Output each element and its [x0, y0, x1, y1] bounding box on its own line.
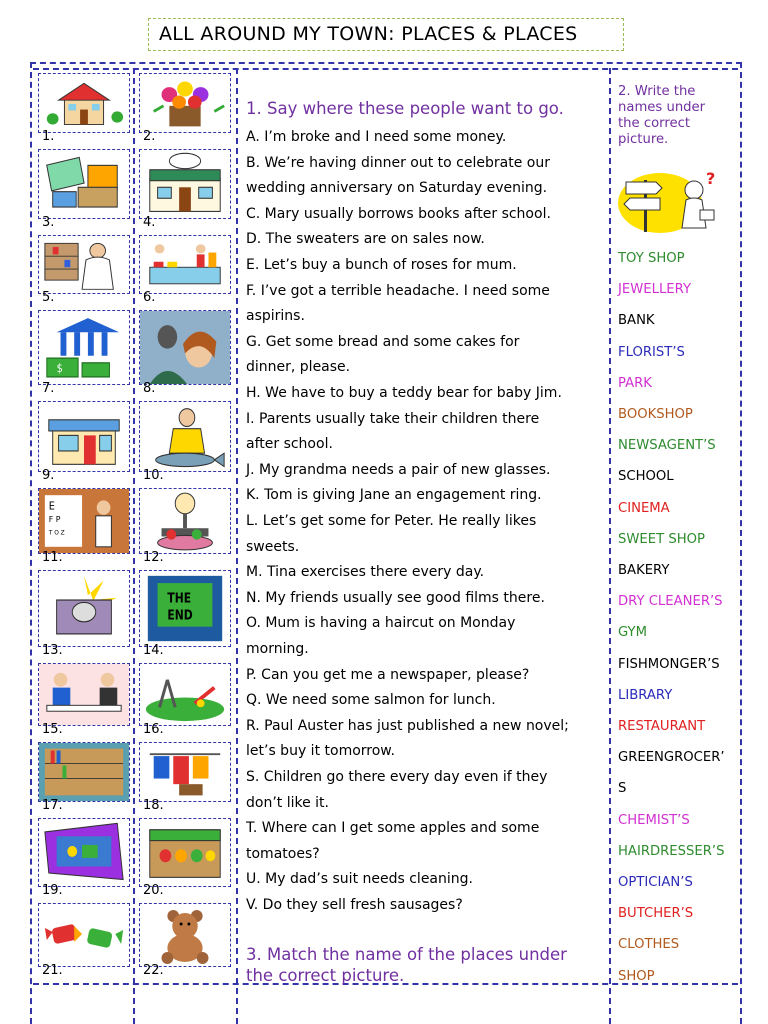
sentence-line: U. My dad’s suit needs cleaning. — [246, 871, 473, 888]
picture-cell — [34, 900, 134, 980]
sentence-line: D. The sweaters are on sales now. — [246, 231, 485, 248]
picture-cell — [34, 307, 134, 398]
picture-number: 1. — [42, 129, 55, 144]
sentence-line: V. Do they sell fresh sausages? — [246, 897, 463, 913]
place-name: GREENGROCER’ — [618, 750, 725, 766]
clothes-rack-icon — [139, 742, 231, 802]
place-name: DRY CLEANER’S — [618, 594, 723, 610]
picture-number: 3. — [42, 215, 55, 230]
picture-cell — [34, 567, 134, 660]
place-name: BANK — [618, 313, 655, 329]
picture-number: 8. — [143, 381, 156, 396]
greengrocer-icon — [139, 818, 231, 887]
section1-heading: 1. Say where these people want to go. — [246, 99, 564, 118]
column-divider — [236, 68, 238, 1024]
svg-text:F P: F P — [48, 514, 61, 525]
place-name: TOY SHOP — [618, 251, 685, 266]
teddy-bear-icon — [139, 903, 231, 967]
chemist-icon — [38, 235, 130, 294]
section3-heading — [246, 944, 610, 986]
svg-text:?: ? — [706, 170, 716, 188]
sentence-line: F. I’ve got a terrible headache. I need some — [246, 282, 550, 299]
cinema-screen-icon — [139, 570, 231, 647]
picture-number: 9. — [42, 468, 55, 483]
svg-text:T O Z: T O Z — [48, 529, 65, 537]
picture-number: 11. — [42, 550, 63, 565]
sentence-line: H. We have to buy a teddy bear for baby Jim. — [246, 385, 562, 401]
picture-cell — [135, 567, 235, 660]
picture-cell — [135, 398, 235, 485]
gym-icon — [38, 818, 130, 887]
sentence-line: T. Where can I get some apples and some — [246, 820, 540, 837]
picture-cell — [34, 232, 134, 307]
place-name: NEWSAGENT’S — [618, 438, 716, 454]
sentence-line: dinner, please. — [246, 359, 351, 376]
sentence-line: aspirins. — [246, 308, 305, 325]
picture-number: 12. — [143, 550, 164, 565]
restaurant-icon — [139, 149, 231, 219]
fishmonger-icon — [139, 401, 231, 472]
shop-building-icon — [38, 401, 130, 472]
place-name: BAKERY — [618, 563, 670, 578]
sentence-line: E. Let’s buy a bunch of roses for mum. — [246, 257, 517, 273]
place-name: CINEMA — [618, 500, 670, 516]
picture-number: 17. — [42, 798, 63, 813]
picture-cell — [34, 398, 134, 485]
playground-icon — [139, 663, 231, 726]
sentence-line: tomatoes? — [246, 845, 320, 862]
hairdresser-icon — [139, 310, 231, 385]
picture-number: 15. — [42, 722, 63, 737]
picture-cell — [135, 307, 235, 398]
place-name: FISHMONGER’S — [618, 656, 720, 672]
picture-cell — [135, 146, 235, 232]
picture-number: 2. — [143, 129, 156, 144]
svg-text:$: $ — [56, 361, 63, 376]
dinner-couple-icon — [38, 663, 130, 726]
picture-cell — [34, 485, 134, 567]
picture-number: 4. — [143, 215, 156, 230]
picture-cell — [135, 660, 235, 739]
place-name: BOOKSHOP — [618, 407, 693, 422]
scales-icon — [139, 488, 231, 554]
sentence-line: morning. — [246, 641, 309, 657]
section3-heading-line2: the correct picture. — [246, 966, 405, 985]
eye-chart-icon — [38, 488, 130, 554]
sentence-line: S. Children go there every day even if they — [246, 769, 548, 785]
picture-cell — [34, 739, 134, 815]
picture-number: 14. — [143, 643, 164, 658]
svg-text:E: E — [48, 501, 55, 513]
picture-cell — [135, 70, 235, 146]
picture-cell — [34, 146, 134, 232]
newspapers-icon — [38, 149, 130, 219]
picture-cell — [135, 485, 235, 567]
sentence-line: let’s buy it tomorrow. — [246, 743, 395, 760]
picture-cell — [34, 660, 134, 739]
sentence-line: B. We’re having dinner out to celebrate our — [246, 154, 550, 171]
place-name: SHOP — [618, 968, 655, 984]
picture-number: 16. — [143, 722, 164, 737]
picture-cell — [135, 232, 235, 307]
sentence-line: O. Mum is having a haircut on Monday — [246, 615, 516, 632]
sentence-line: M. Tina exercises there every day. — [246, 564, 485, 581]
sentence-line: L. Let’s get some for Peter. He really likes — [246, 513, 537, 529]
picture-cell — [135, 739, 235, 815]
picture-cell — [135, 900, 235, 980]
worksheet-title: ALL AROUND MY TOWN: PLACES & PLACES — [148, 18, 624, 51]
picture-number: 18. — [143, 798, 164, 813]
place-name: PARK — [618, 375, 652, 391]
place-name: FLORIST’S — [618, 344, 685, 360]
market-stall-icon — [139, 235, 231, 294]
section3-heading-line1: 3. Match the name of the places under — [246, 945, 567, 964]
picture-cell — [135, 815, 235, 900]
school-icon — [38, 73, 130, 133]
sentence-line: C. Mary usually borrows books after school. — [246, 205, 551, 222]
place-name: SCHOOL — [618, 469, 674, 485]
picture-number: 22. — [143, 963, 164, 978]
picture-number: 13. — [42, 643, 63, 658]
flowers-icon — [139, 73, 231, 133]
sentence-line: P. Can you get me a newspaper, please? — [246, 666, 530, 683]
sentence-line: Q. We need some salmon for lunch. — [246, 692, 496, 709]
sentence-line: don’t like it. — [246, 794, 329, 811]
place-name: OPTICIAN’S — [618, 875, 693, 890]
sentence-line: N. My friends usually see good films there. — [246, 589, 545, 606]
bank-money-icon — [38, 310, 130, 385]
library-shelf-icon — [38, 742, 130, 802]
place-name: S — [618, 781, 627, 797]
picture-cell — [34, 70, 134, 146]
place-name: LIBRARY — [618, 687, 673, 703]
picture-number: 10. — [143, 468, 164, 483]
sentence-line: A. I’m broke and I need some money. — [246, 129, 507, 145]
picture-number: 19. — [42, 883, 63, 898]
place-name: RESTAURANT — [618, 719, 706, 734]
sentence-line: after school. — [246, 436, 333, 453]
sentence-line: wedding anniversary on Saturday evening. — [246, 180, 548, 197]
place-name: GYM — [618, 625, 647, 641]
ring-box-icon — [38, 570, 130, 647]
sentence-line: K. Tom is giving Jane an engagement ring. — [246, 487, 542, 504]
picture-number: 7. — [42, 381, 55, 396]
picture-cell — [34, 815, 134, 900]
sentence-line: R. Paul Auster has just published a new novel; — [246, 717, 569, 734]
place-name: BUTCHER’S — [618, 906, 694, 922]
sweets-icon — [38, 903, 130, 967]
place-name: CHEMIST’S — [618, 812, 690, 828]
picture-number: 20. — [143, 883, 164, 898]
svg-text:THE: THE — [167, 590, 192, 606]
sentence-line: J. My grandma needs a pair of new glasses. — [246, 461, 551, 478]
section2-instruction: 2. Write the names under the correct picture. — [618, 84, 706, 147]
sentence-line: G. Get some bread and some cakes for — [246, 333, 520, 350]
place-name: SWEET SHOP — [618, 531, 705, 547]
sentence-line: sweets. — [246, 538, 300, 555]
sentence-line: I. Parents usually take their children there — [246, 410, 540, 427]
svg-text:END: END — [167, 607, 193, 623]
place-name: CLOTHES — [618, 937, 680, 953]
picture-number: 21. — [42, 963, 63, 978]
picture-number: 6. — [143, 290, 156, 305]
place-name: JEWELLERY — [618, 282, 691, 298]
place-name: HAIRDRESSER’S — [618, 843, 725, 859]
picture-number: 5. — [42, 290, 55, 305]
confused-person-signpost-icon — [616, 170, 726, 236]
